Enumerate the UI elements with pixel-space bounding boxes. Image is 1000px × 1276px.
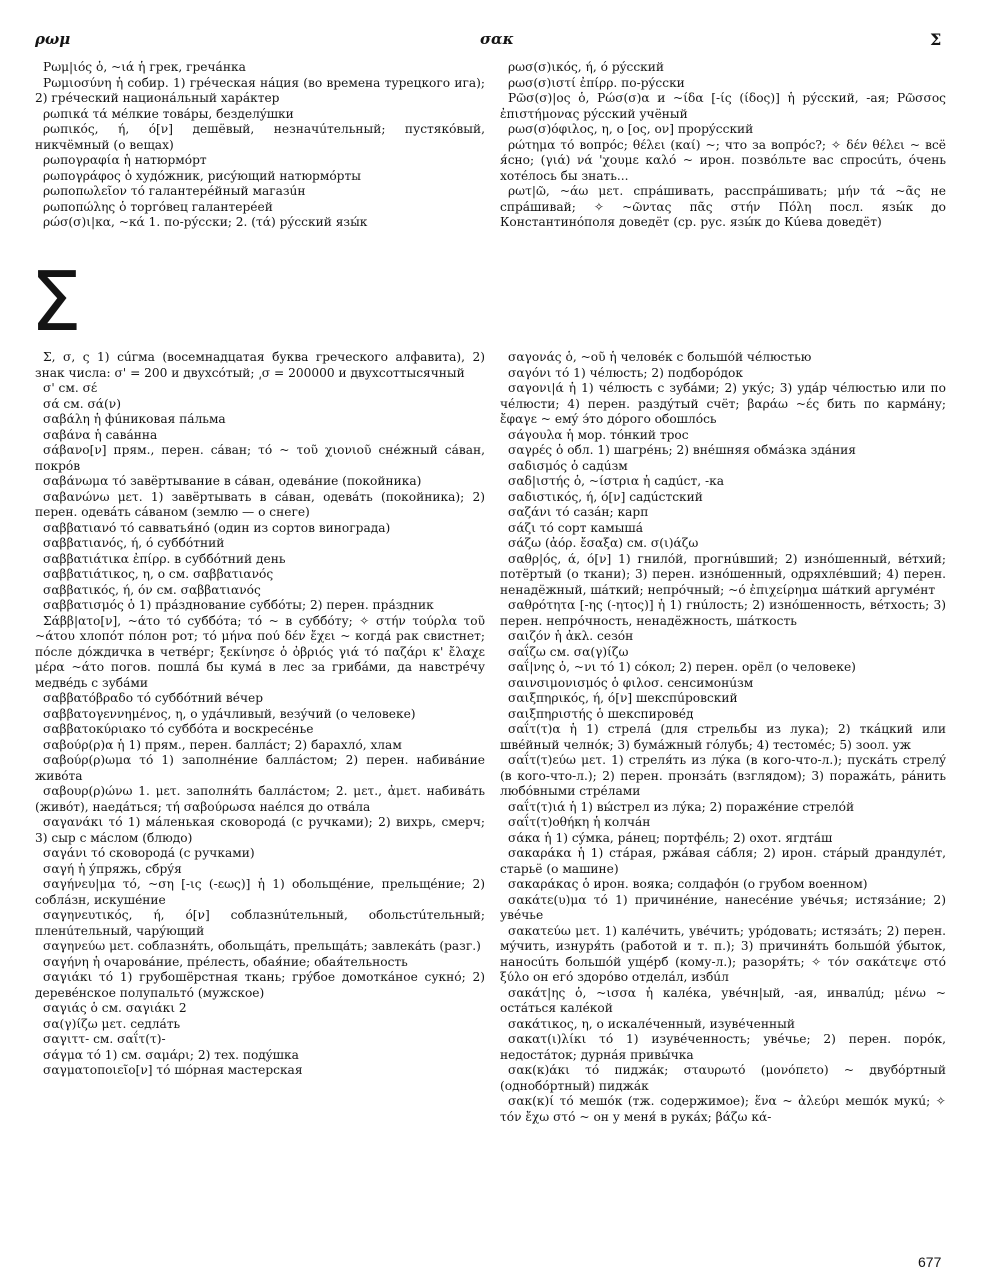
entry: σαβούρ(ρ)ωμα τό 1) заполнéние баллáстом; 2) перен. набивáние живóта xyxy=(35,753,485,783)
entry: ρωσ(σ)όφιλος, η, ο [ος, ον] прорýсский xyxy=(508,122,754,136)
entry: σακαράκα ἡ 1) стáрая, ржáвая сáбля; 2) ирон. стáрый драндулéт, старьё (о машине) xyxy=(500,846,946,876)
entry: σαιξπηρικός, ή, ό[ν] шекспúровский xyxy=(508,691,738,705)
entry: ρωποπωλεῖον τό галантерéйный магазúн xyxy=(43,184,306,198)
entry: σαγονι|ά ἡ 1) чéлюсть с зубáми; 2) укýс; 3) удáр чéлюстью или по чéлюсти; 4) перен. раздýтый счёт; βαράω ~ές бить по кармáну; ἔφαγε ~ емý э́то дóрого обошлóсь xyxy=(500,381,946,426)
entry: ρώσ(σ)ι|κα, ~κά 1. по-рýсски; 2. (τά) рýсский язы́к xyxy=(43,215,368,229)
entries-column-top-left xyxy=(35,60,485,231)
entry: σαδιστικός, ή, ό[ν] садúстский xyxy=(508,489,703,504)
entry: σακαράκας ὁ ирон. вояка; солдафóн (о грубом военном) xyxy=(508,877,868,891)
entry: σαιζόν ἡ ἀκλ. сезóн xyxy=(508,629,634,643)
entry: σαΐτ(τ)α ἡ 1) стрелá (для стрельбы из лука); 2) ткáцкий или швéйный челнóк; 3) бумáжный гóлубь; 4) тестомéс; 5) зоол. уж xyxy=(500,722,946,752)
entries-column-left xyxy=(35,350,485,1079)
entry: σακ(κ)άκι τό пиджáк; σταυρωτό (μονόπετο) ~ двубóртный (однобóртный) пиджáк xyxy=(500,1063,946,1093)
entry: σαΐτ(τ)οθήκη ἡ колчáн xyxy=(508,815,651,829)
entry: σαγρές ὁ обл. 1) шагрéнь; 2) внéшняя обмáзка здáния xyxy=(508,443,856,457)
entry: σαββατιάτικος, η, ο см. σαββατιανός xyxy=(43,567,274,581)
section-letter: Σ xyxy=(30,255,82,350)
entry: σαινσιμονισμός ὁ φιλοσ. сенсимонúзм xyxy=(508,675,754,690)
entry: Σ, σ, ς 1) сúгма (восемнадцатая буква греческого алфавита), 2) знак числа: σ' = 200 и двухсóтый; ͵σ = 200000 и двухсоттысячный xyxy=(35,350,485,380)
entry: σακατ(ι)λίκι τό 1) изувéченность; увéчье; 2) перен. порóк, недостáток; дурнáя привы́чка xyxy=(500,1032,946,1062)
entry: σαγονάς ὁ, ~οῦ ἡ человéк с большóй чéлюстью xyxy=(508,350,812,364)
entry: σαθρ|ός, ά, ό[ν] 1) гнилóй, прогнúвший; 2) изнóшенный, вéтхий; потёртый (о ткани); 3) перен. изнóшенный, одряхлéвший; 4) перен. ненадёжный, шáткий; непрóчный; ~ό ἐπιχείρημα шáткий аргумéнт xyxy=(500,551,946,597)
entry: σάγμα τό 1) см. σαμάρι; 2) тех. подýшка xyxy=(43,1047,299,1062)
entry: Ρωμιοσύνη ἡ собир. 1) грéческая нáция (во времена турецкого ига); 2) грéческий национáльный харáктер xyxy=(35,75,485,105)
entry: σαγηνεύω μετ. соблазня́ть, обольщáть, прельщáть; завлекáть (разг.) xyxy=(43,939,481,953)
entry: σαββατιανό τό савватья́нó (один из сортов винограда) xyxy=(43,520,391,535)
entry: σακάτ|ης ὁ, ~ισσα ἡ калéка, увéчн|ый, -ая, инвалúд; μένω ~ остáться калéкой xyxy=(500,985,946,1015)
entry: σάκα ἡ 1) сýмка, рáнец; портфéль; 2) охот. ягдтáш xyxy=(508,830,833,845)
entry: σαγανάκι τό 1) мáленькая сковородá (с ручками); 2) вихрь, смерч; 3) сыр с мáслом (блюдо) xyxy=(35,815,485,845)
entries-column-top-right xyxy=(500,60,946,231)
entry: ρωπογραφία ἡ натюрмóрт xyxy=(43,153,207,167)
entry: σάγουλα ἡ мор. тóнкий трос xyxy=(508,427,689,442)
entry: σακατεύω μετ. 1) калéчить, увéчить; урóдовать; истязáть; 2) перен. мýчить, изнуря́ть (работой и т. п.); 3) причиня́ть большóй ýбыток, наносúть большóй ущéрб (кому-л.); разоря́ть; ✧ τόν σακάτεψε στό ξύλο он егó здорóво отделáл, избúл xyxy=(500,923,946,984)
entry: σαγάνι τό сковородá (с ручками) xyxy=(43,846,255,860)
entry: σαββατοκύριακο τό суббóта и воскресéнье xyxy=(43,722,314,736)
page-number: 677 xyxy=(918,1254,942,1270)
entry: σαββατιάτικα ἐπίρρ. в суббóтний день xyxy=(43,551,286,566)
entry: σαγήνευ|μα τό, ~ση [-ις (-εως)] ἡ 1) обольщéние, прельщéние; 2) соблáзн, искушéние xyxy=(35,877,485,907)
running-head-letter: Σ xyxy=(930,30,942,49)
entry: σαββατόβραδο τό суббóтний вéчер xyxy=(43,691,264,705)
entry: σαγιάκι τό 1) грубошёрстная ткань; грýбое домоткáное сукнó; 2) деревéнское полупальтó (мужское) xyxy=(35,970,485,1000)
entry: σ' см. σέ xyxy=(43,381,98,395)
entry: ρωπικός, ή, ό[ν] дешёвый, незначúтельный; пустякóвый, никчёмный (о вещах) xyxy=(35,122,485,152)
entry: σαββατικός, ή, όν см. σαββατιανός xyxy=(43,582,261,597)
entry: σαββατισμός ὁ 1) прáзднование суббóты; 2) перен. прáздник xyxy=(43,598,434,612)
entry: σαβάνωμα τό завёртывание в сáван, одевáние (покойника) xyxy=(43,474,422,488)
entry: σαγόνι τό 1) чéлюсть; 2) подборóдок xyxy=(508,365,743,380)
entry: σαγιττ- см. σαΐτ(τ)- xyxy=(43,1032,166,1046)
entry: σαγήνη ἡ очаровáние, прéлесть, обая́ние; обая́тельность xyxy=(43,954,408,969)
entry: σαγιάς ὁ см. σαγιάκι 2 xyxy=(43,1001,187,1015)
entry: σαββατογεννημένος, η, ο удáчливый, везýчий (о человеке) xyxy=(43,706,416,721)
entry: σαιξπηριστής ὁ шекспировéд xyxy=(508,706,694,721)
entries-column-right xyxy=(500,350,946,1125)
running-head-center: σακ xyxy=(480,30,514,48)
entry: σαγηνευτικός, ή, ό[ν] соблазнúтельный, обольстúтельный; пленúтельный, чарýющий xyxy=(35,908,485,938)
entry: ρωσ(σ)ικός, ή, ό рýсский xyxy=(508,60,665,74)
entry: σαδ|ιστής ὁ, ~ίστρια ἡ садúст, -ка xyxy=(508,474,724,488)
entry: ρωπικά τά мéлкие товáры, безделýшки xyxy=(43,106,294,121)
entry: ρωπογράφος ὁ худóжник, рисýющий натюрмóрты xyxy=(43,168,361,183)
entry: σαββατιανός, ή, ό суббóтний xyxy=(43,536,225,550)
entry: σαβούρ(ρ)α ἡ 1) прям., перен. баллáст; 2) барахлó, хлам xyxy=(43,737,402,752)
entry: σά см. σά(ν) xyxy=(43,396,121,411)
entry: ρωσ(σ)ιστί ἐπίρρ. по-рýсски xyxy=(508,75,685,90)
running-head-left: ρωμ xyxy=(35,30,71,48)
entry: Ρωμ|ιός ὁ, ~ιά ἡ грек, гречáнка xyxy=(43,60,246,74)
entry: σα(γ)ίζω μετ. седлáть xyxy=(43,1016,181,1031)
entry: Ρῶσ(σ)|ος ὁ, Ρώσ(σ)α и ~ίδα [-ίς (ίδος)] ἡ рýсский, -ая; Ρῶσσος ἐπιστήμονας рýсский учёный xyxy=(500,91,946,121)
entry: σακάτε(υ)μα τό 1) причинéние, нанесéние увéчья; истязáние; 2) увéчье xyxy=(500,892,946,922)
entry: σαβάνα ἡ савáнна xyxy=(43,427,158,442)
entry: σαγή ἡ ýпряжь, сбрýя xyxy=(43,861,182,876)
entry: σαΐζω см. σα(γ)ίζω xyxy=(508,644,629,659)
entry: ρώτημα τό вопрóс; θέλει (καί) ~; что за вопрóс?; ✧ δέν θέλει ~ всё я́сно; (γιά) νά 'χουμε καλό ~ ирон. позвóльте вас спросúть, óчень хотéлось бы знать... xyxy=(500,137,946,183)
entry: σαθρότητα [-ης (-ητος)] ἡ 1) гнúлость; 2) изнóшенность, вéтхость; 3) перен. непрóчность, ненадёжность, шáткость xyxy=(500,598,946,628)
entry: σάβανο[ν] прям., перен. сáван; τό ~ τοῦ χιονιοῦ снéжный сáван, покрóв xyxy=(35,443,485,473)
entry: σακάτικος, η, ο искалéченный, изувéченный xyxy=(508,1016,795,1031)
entry: Σάββ|ατο[ν], ~άτο τό суббóта; τό ~ в суббóту; ✧ στήν τούρλα τοῦ ~άτου хлопóт пóлон рот; τό μήνα πού δέν ἔχει ~ когдá рак свистнет; пóсле дóждичка в четвéрг; ξεκίνησε ὁ ὀβριός γιά τό παζάρι κ' ἔλαχε μέρα ~άτο погов. пошлá бы кумá в лес за грибáми, да навстрéчу медвéдь с зубáми xyxy=(35,613,485,690)
entry: σακ(κ)ί τό мешóк (тж. содержимое); ἕνα ~ ἀλεύρι мешóк мукú; ✧ τόν ἔχω στό ~ он у меня́ в рукáх; βάζω κά- xyxy=(500,1094,946,1124)
entry: σάζω (ἀόρ. ἔσαξα) см. σ(ι)άζω xyxy=(508,536,699,550)
entry: σάζι τό сорт камышá xyxy=(508,520,644,535)
entry: σαβουρ(ρ)ώνω 1. μετ. заполня́ть баллáстом; 2. μετ., ἀμετ. набивáть (живóт), наедáться; τή σαβούρωσα наéлся до отвáла xyxy=(35,784,485,814)
entry: σαζάνι τό сазáн; карп xyxy=(508,505,649,519)
entry: σαΐτ(τ)ιά ἡ 1) вы́стрел из лýка; 2) поражéние стрелóй xyxy=(508,799,855,814)
entry: σαδισμός ὁ садúзм xyxy=(508,458,628,473)
entry: σαΐ|νης ὁ, ~νι τό 1) сóкол; 2) перен. орёл (о человеке) xyxy=(508,660,856,674)
entry: σαβάλη ἡ фúниковая пáльма xyxy=(43,412,226,426)
entry: ρωποπώλης ὁ торгóвец галантерéей xyxy=(43,199,273,214)
entry: σαγματοποιεῖο[ν] τό шóрная мастерская xyxy=(43,1063,303,1077)
entry: σαΐτ(τ)εύω μετ. 1) стреля́ть из лýка (в кого-что-л.); пускáть стрелý (в кого-что-л.); 2) перен. пронзáть (взглядом); 3) поражáть, рáнить любóвными стрéлами xyxy=(500,753,946,798)
entry: σαβανώνω μετ. 1) завёртывать в сáван, одевáть (покойника); 2) перен. одевáть сáваном (землю — о снеге) xyxy=(35,489,485,519)
entry: ρωτ|ῶ, ~άω μετ. спрáшивать, расспрáшивать; μήν τά ~ᾶς не спрáшивай; ✧ ~ῶντας πᾶς στήν Πόλη посл. язы́к до Константинóполя доведёт (ср. рус. язы́к до Кúева доведёт) xyxy=(500,184,946,229)
